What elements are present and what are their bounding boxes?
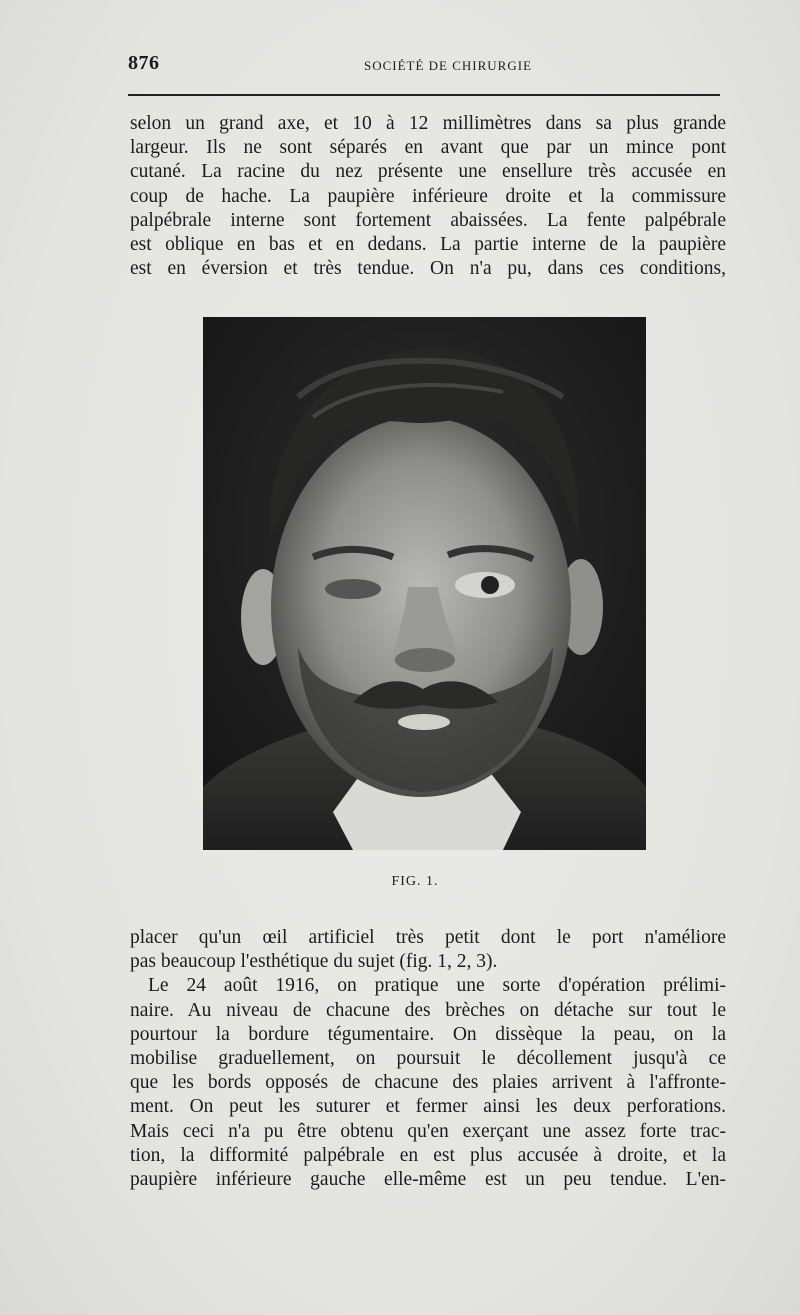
portrait-image — [203, 317, 646, 850]
text-line: coup de hache. La paupière inférieure droite et la commissure — [130, 185, 726, 207]
figure-photograph — [203, 317, 646, 850]
text-line: palpébrale interne sont fortement abaissées. La fente palpébrale — [130, 209, 726, 231]
text-line: que les bords opposés de chacune des plaies arrivent à l'affronte- — [130, 1072, 726, 1094]
text-line: tion, la difformité palpébrale en est plus accusée à droite, et la — [130, 1144, 726, 1166]
paragraph-top — [130, 112, 726, 281]
text-line: paupière inférieure gauche elle-même est un peu tendue. L'en- — [130, 1168, 726, 1190]
text-line: naire. Au niveau de chacune des brèches on détache sur tout le — [130, 999, 726, 1021]
text-line: mobilise graduellement, on poursuit le décollement jusqu'à ce — [130, 1047, 726, 1069]
page-header — [128, 52, 720, 76]
text-line: largeur. Ils ne sont séparés en avant que par un mince pont — [130, 137, 726, 159]
text-line: cutané. La racine du nez présente une ensellure très accusée en — [130, 161, 726, 183]
text-line: est en éversion et très tendue. On n'a pu, dans ces conditions, — [130, 258, 726, 280]
text-line: est oblique en bas et en dedans. La partie interne de la paupière — [130, 233, 726, 255]
figure-caption: FIG. 1. — [391, 874, 439, 889]
header-rule — [128, 94, 720, 96]
text-line: placer qu'un œil artificiel très petit dont le port n'améliore — [130, 927, 726, 948]
paragraph-bottom — [130, 926, 726, 1192]
text-line: selon un grand axe, et 10 à 12 millimètres dans sa plus grande — [130, 113, 726, 134]
text-line: Mais ceci n'a pu être obtenu qu'en exerçant une assez forte trac- — [130, 1120, 726, 1142]
text-line: pas beaucoup l'esthétique du sujet (fig. 1, 2, 3). — [130, 951, 498, 973]
text-line: pourtour la bordure tégumentaire. On dissèque la peau, on la — [130, 1023, 726, 1045]
running-head: SOCIÉTÉ DE CHIRURGIE — [363, 58, 533, 73]
text-line: Le 24 août 1916, on pratique une sorte d'opération prélimi- — [148, 975, 726, 997]
text-line: ment. On peut les suturer et fermer ainsi les deux perforations. — [130, 1096, 726, 1118]
page-number: 876 — [128, 52, 160, 74]
